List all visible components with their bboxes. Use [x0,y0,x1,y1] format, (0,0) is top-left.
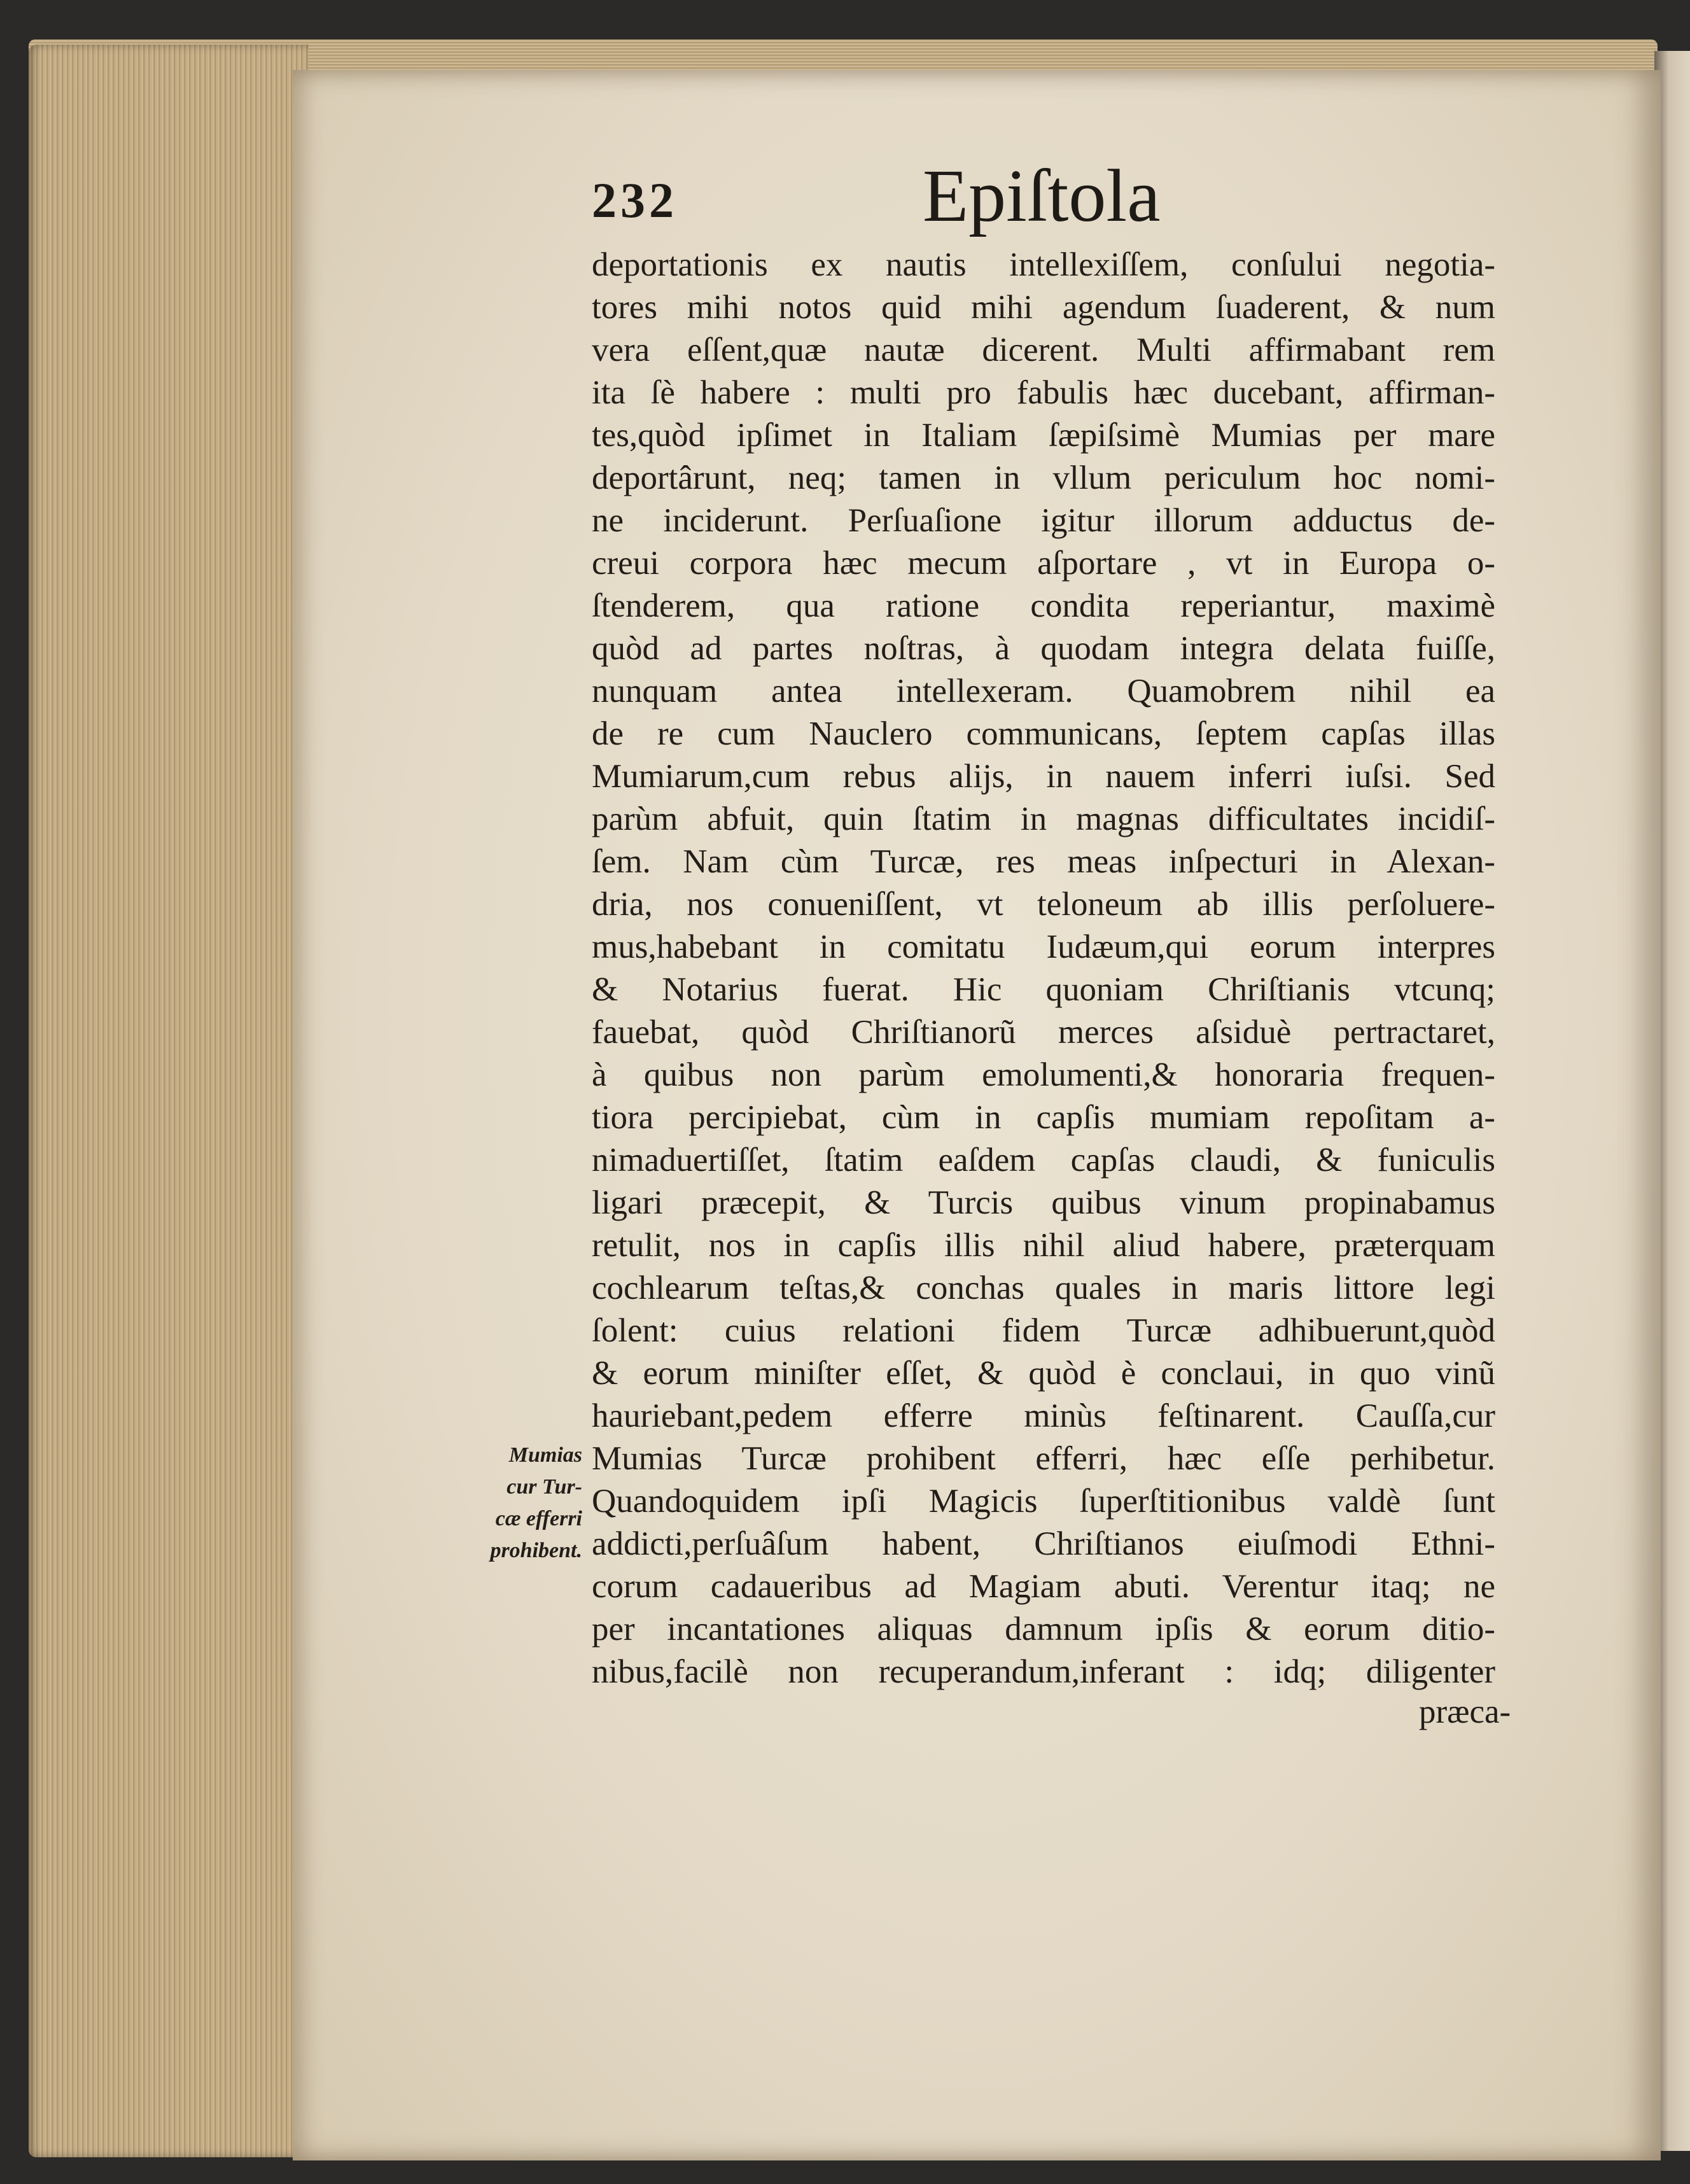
text-line: per incantationes aliquas damnum ipſis & eorum ditio- [592,1611,1495,1648]
text-line: ſem. Nam cùm Turcæ, res meas inſpecturi in Alexan- [592,843,1495,880]
text-line: retulit, nos in capſis illis nihil aliud habere, præterquam [592,1227,1495,1264]
page-number: 232 [592,172,678,228]
body-text [592,244,1495,1693]
text-line: vera eſſent,quæ nautæ dicerent. Multi affirmabant rem [592,332,1495,368]
text-line: nimaduertiſſet, ſtatim eaſdem capſas claudi, & funiculis [592,1142,1495,1179]
text-line: nunquam antea intellexeram. Quamobrem nihil ea [592,673,1495,710]
margin-note-line: cæ efferri [495,1507,582,1530]
text-line: parùm abfuit, quin ſtatim in magnas difficultates incidiſ- [592,801,1495,837]
text-line: de re cum Nauclero communicans, ſeptem capſas illas [592,715,1495,752]
text-line: deportârunt, neq; tamen in vllum periculum hoc nomi- [592,459,1495,496]
text-line: ligari præcepit, & Turcis quibus vinum propinabamus [592,1184,1495,1221]
text-line: Mumiarum,cum rebus alijs, in nauem inferri iuſsi. Sed [592,758,1495,795]
text-line: creui corpora hæc mecum aſportare , vt in Europa o- [592,545,1495,582]
text-line: Mumias Turcæ prohibent efferri, hæc eſſe perhibetur. [592,1440,1495,1477]
text-line: ne inciderunt. Perſuaſione igitur illorum adductus de- [592,502,1495,539]
text-line: à quibus non parùm emolumenti,& honoraria frequen- [592,1056,1495,1093]
margin-note-line: Mumias [508,1443,582,1467]
text-line: dria, nos conueniſſent, vt teloneum ab illis perſoluere- [592,886,1495,923]
running-title: Epiſtola [923,154,1161,237]
text-line: ita ſè habere : multi pro fabulis hæc ducebant, affirman- [592,374,1495,411]
text-line: mus,habebant in comitatu Iudæum,qui eorum interpres [592,928,1495,965]
text-line: nibus,facilè non recuperandum,inferant : idq; diligenter [592,1653,1495,1690]
text-line: fauebat, quòd Chriſtianorũ merces aſsiduè pertractaret, [592,1014,1495,1051]
text-line: deportationis ex nautis intellexiſſem, conſului negotia- [592,246,1495,283]
text-line: addicti,perſuâſum habent, Chriſtianos eiuſmodi Ethni- [592,1525,1495,1562]
text-line: hauriebant,pedem efferre minùs feſtinarent. Cauſſa,cur [592,1397,1495,1434]
text-line: ſolent: cuius relationi fidem Turcæ adhibuerunt,quòd [592,1312,1495,1349]
text-line: & eorum miniſter eſſet, & quòd è conclaui, in quo vinũ [592,1355,1495,1392]
text-line: ſtenderem, qua ratione condita reperiantur, maximè [592,587,1495,624]
catchword: præca- [1419,1693,1511,1730]
margin-note-line: prohibent. [490,1539,582,1562]
text-line: tes,quòd ipſimet in Italiam ſæpiſsimè Mumias per mare [592,417,1495,454]
text-line: quòd ad partes noſtras, à quodam integra delata fuiſſe, [592,630,1495,667]
margin-note [445,1439,582,1567]
text-line: tiora percipiebat, cùm in capſis mumiam repoſitam a- [592,1099,1495,1136]
text-line: tores mihi notos quid mihi agendum ſuaderent, & num [592,289,1495,326]
text-line: Quandoquidem ipſi Magicis ſuperſtitionibus valdè ſunt [592,1483,1495,1520]
margin-note-line: cur Tur- [506,1475,582,1499]
text-line: cochlearum teſtas,& conchas quales in maris littore legi [592,1270,1495,1306]
text-line: corum cadaueribus ad Magiam abuti. Verentur itaq; ne [592,1568,1495,1605]
page-stack-edge [29,45,309,2157]
text-line: & Notarius fuerat. Hic quoniam Chriſtianis vtcunq; [592,971,1495,1008]
